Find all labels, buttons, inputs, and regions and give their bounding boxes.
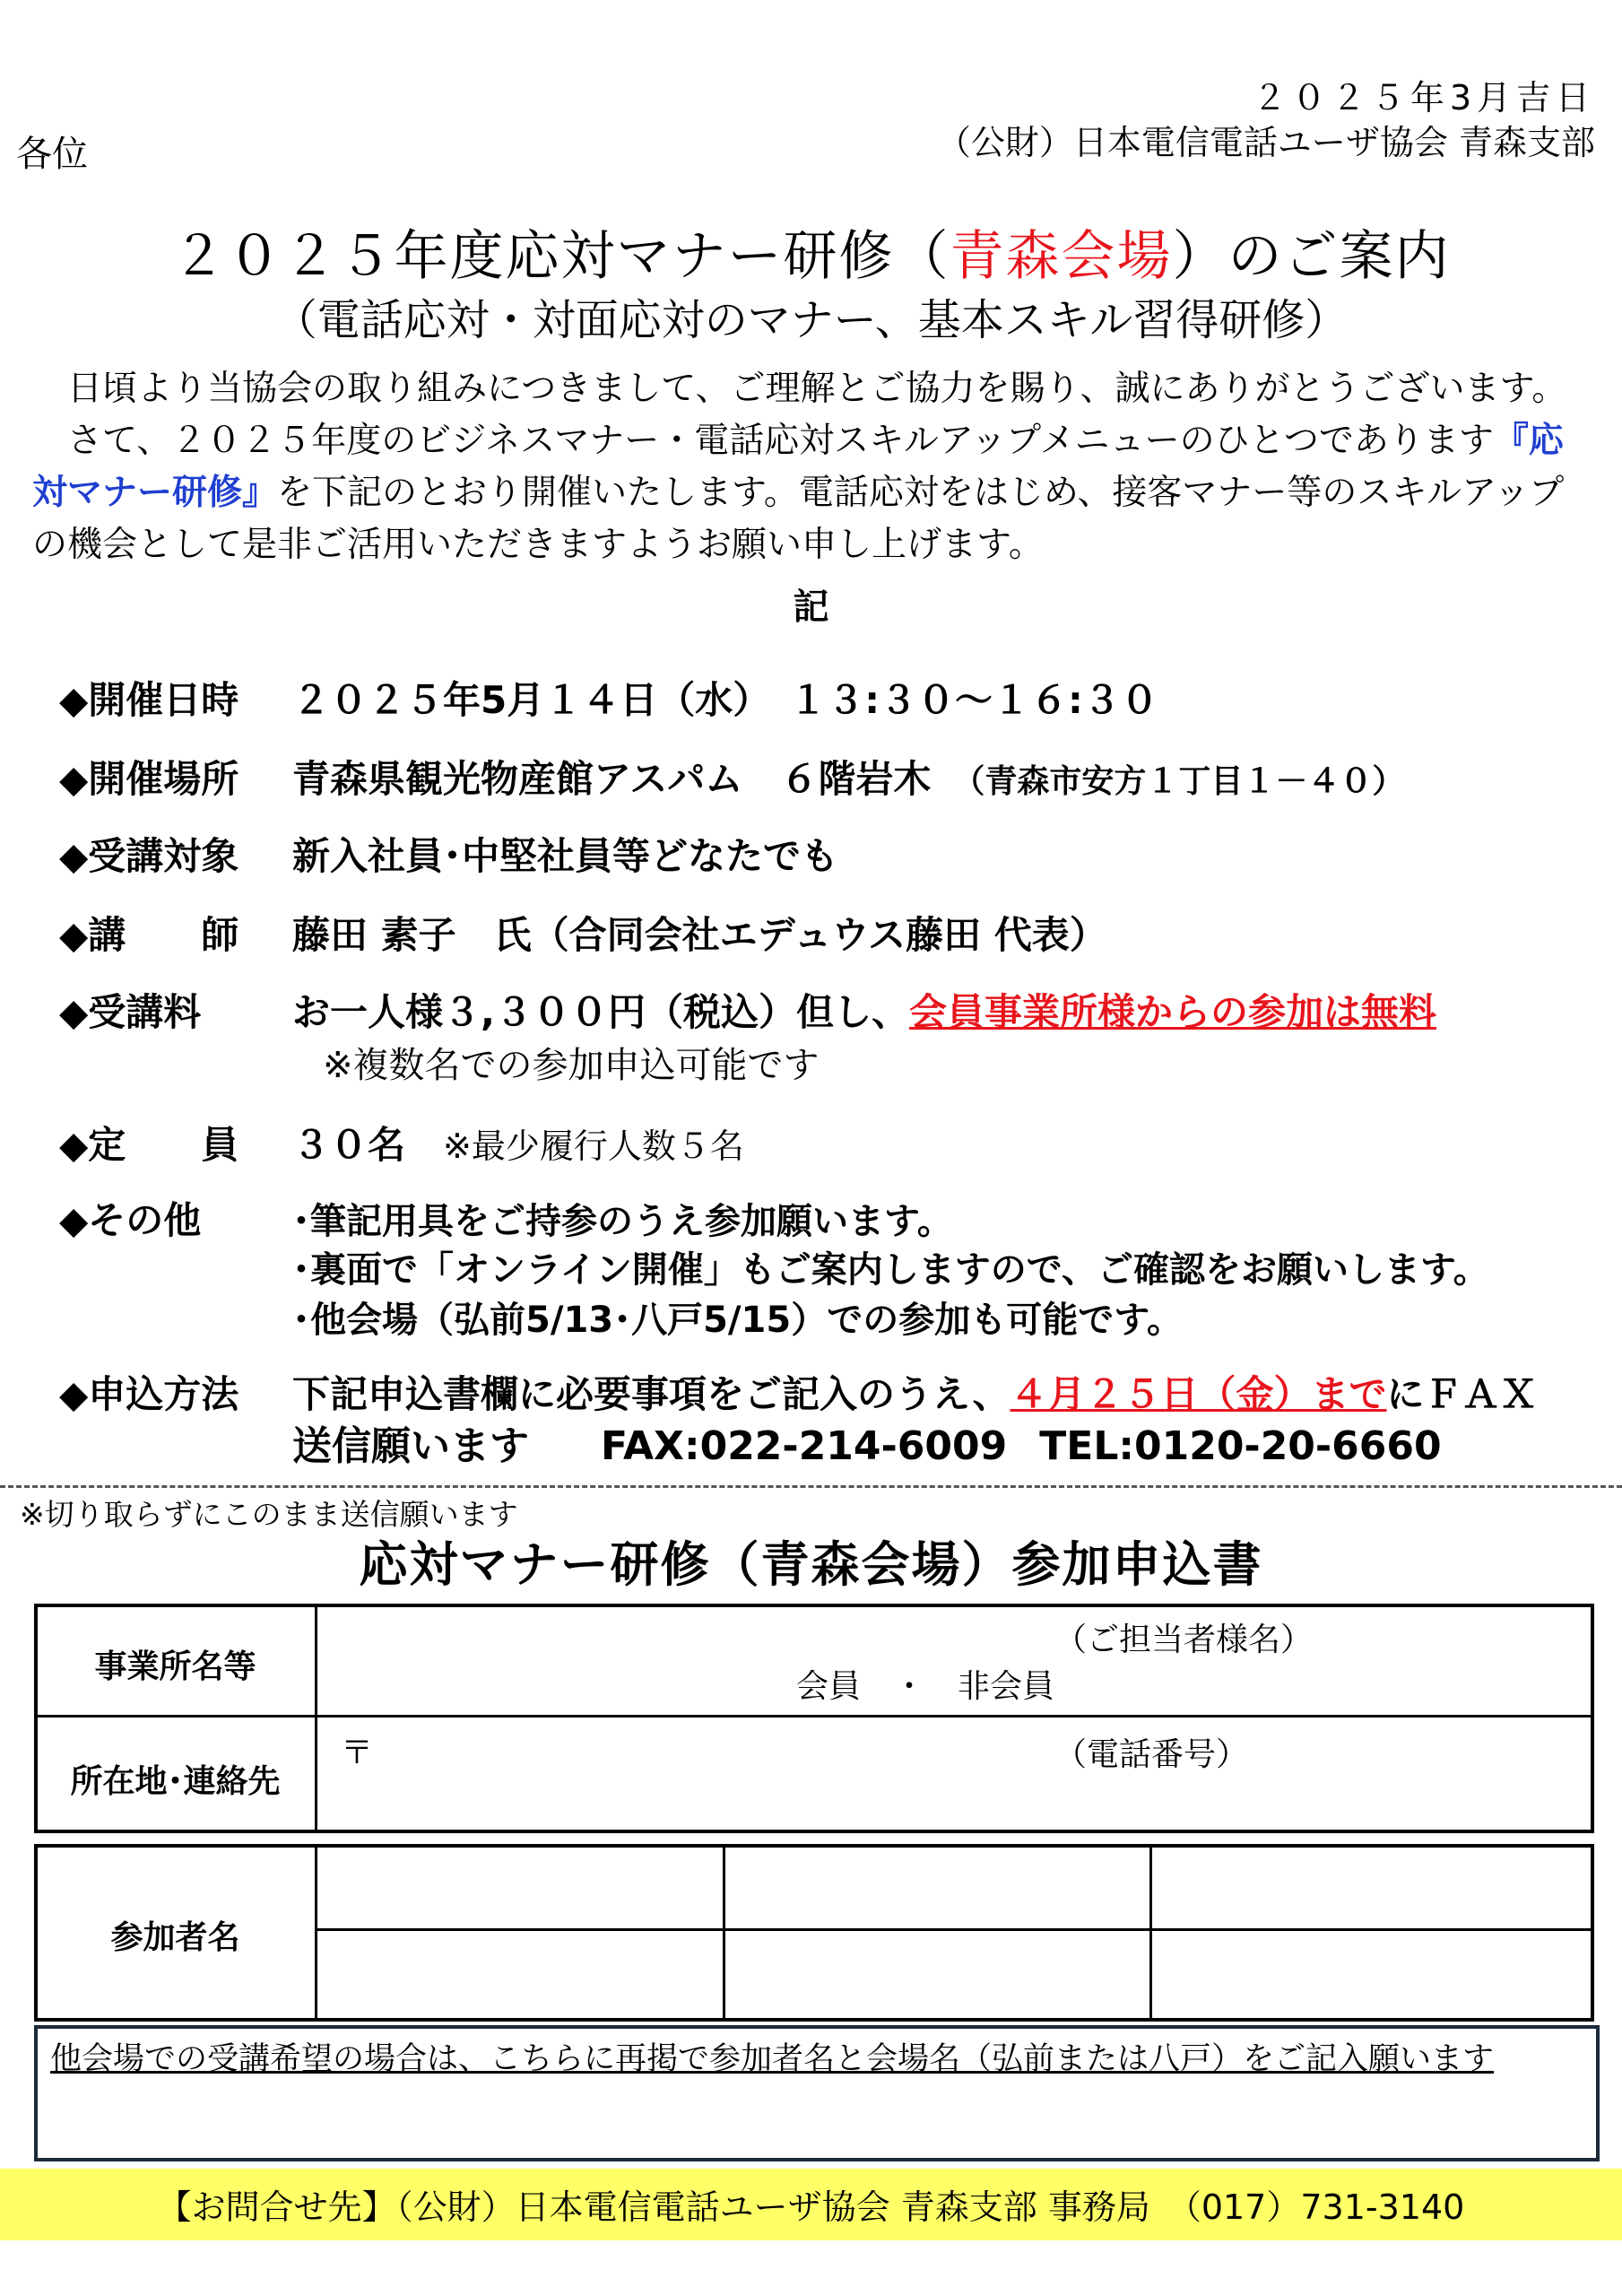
participant-input-3[interactable] [1154, 1849, 1590, 1926]
office-name-label: 事業所名等 [94, 1648, 256, 1685]
detail-date-label: ◆開催日時 [59, 678, 239, 722]
detail-apply-deadline: ４月２５日（金）まで [1010, 1372, 1387, 1416]
detail-capacity-note: ※最少履行人数５名 [443, 1126, 744, 1166]
detail-apply-line2 [292, 1413, 1442, 1471]
page-subtitle: （電話応対・対面応対のマナー、基本スキル習得研修） [273, 295, 1349, 345]
cut-note: ※切り取らずにこのまま送信願います [20, 1497, 518, 1532]
footer-contact: 【お問合せ先】（公財）日本電信電話ユーザ協会 青森支部 事務局 （017）731-3140 [157, 2187, 1465, 2227]
detail-fee-free-highlight: 会員事業所様からの参加は無料 [908, 990, 1436, 1034]
detail-capacity [59, 1116, 744, 1170]
addressee: 各位 [16, 134, 88, 175]
participants-label: 参加者名 [110, 1919, 240, 1956]
ki-heading: 記 [793, 587, 829, 628]
detail-target-label: ◆受講対象 [59, 834, 239, 878]
detail-other-item-1: ･筆記用具をご持参のうえ参加願います。 [292, 1201, 953, 1242]
participant-input-5[interactable] [727, 1933, 1147, 2017]
title-pre: ２０２５年度応対マナー研修（ [171, 225, 950, 288]
detail-fee [59, 983, 1436, 1037]
detail-other-label-text: ◆その他 [59, 1198, 202, 1242]
participant-input-4[interactable] [319, 1933, 719, 2017]
participant-input-2[interactable] [727, 1849, 1147, 1926]
participant-input-1[interactable] [319, 1849, 719, 1926]
intro-line-2 [32, 415, 1597, 571]
detail-apply-label: ◆申込方法 [59, 1372, 239, 1416]
detail-fee-note: ※複数名での参加申込可能です [323, 1045, 820, 1086]
participants-col-divider-2 [1149, 1846, 1152, 2020]
intro-course-name: 『応対マナー研修』 [32, 421, 1564, 513]
detail-venue-address: （青森市安方１丁目１－４０） [968, 763, 1405, 800]
detail-other-label [59, 1191, 292, 1245]
detail-fee-value: お一人様３,３００円（税込）但し、 [292, 990, 909, 1034]
detail-date-value: ２０２５年5月１４日（水） １３:３０～１６:３０ [292, 678, 1158, 722]
detail-venue-label: ◆開催場所 [59, 757, 239, 801]
detail-lecturer [59, 906, 1107, 960]
issue-date: ２０２５年3月吉日 [1252, 78, 1595, 117]
detail-other-item-3: ･他会場（弘前5/13･八戸5/15）での参加も可能です。 [292, 1300, 1184, 1341]
fax-number: FAX:022-214-6009 [601, 1423, 1008, 1469]
detail-target-value: 新入社員･中堅社員等どなたでも [292, 834, 839, 878]
detail-apply-pre: 下記申込書欄に必要事項をご記入のうえ、 [292, 1372, 1010, 1416]
detail-venue-value: 青森県観光物産館アスパム ６階岩木 [292, 757, 932, 801]
page-title [0, 213, 1622, 291]
participants-col-divider-1 [723, 1846, 725, 2020]
intro-line-1 [32, 363, 1597, 415]
phone-label: （電話番号） [1054, 1736, 1249, 1773]
detail-venue [59, 750, 1404, 804]
address-contact-label: 所在地･連絡先 [70, 1763, 281, 1800]
detail-lecturer-label: ◆講 師 [59, 913, 239, 957]
membership-choice[interactable]: 会員 ・ 非会員 [796, 1668, 1055, 1705]
detail-apply-post: にＦＡＸ [1386, 1372, 1538, 1416]
office-table-divider [315, 1605, 317, 1831]
title-venue-highlight: 青森会場 [950, 225, 1173, 288]
detail-apply [59, 1365, 1538, 1419]
contact-person-label: （ご担当者様名） [1054, 1622, 1314, 1658]
form-title: 応対マナー研修（青森会場）参加申込書 [359, 1536, 1263, 1593]
cut-line [0, 1485, 1622, 1488]
intro-line-2-pre: さて、２０２５年度のビジネスマナー・電話応対スキルアップメニューのひとつであります [67, 421, 1494, 461]
intro-line-1-text: 日頃より当協会の取り組みにつきまして、ご理解とご協力を賜り、誠にありがとうございます。 [67, 369, 1567, 409]
other-venue-note: 他会場での受講希望の場合は、こちらに再掲で参加者名と会場名（弘前または八戸）をご記入願います [50, 2041, 1495, 2077]
issuer-organization: （公財）日本電信電話ユーザ協会 青森支部 [936, 123, 1595, 162]
participant-input-6[interactable] [1154, 1933, 1590, 2017]
detail-capacity-label: ◆定 員 [59, 1123, 239, 1167]
detail-capacity-value: ３０名 [292, 1123, 406, 1167]
detail-fee-label: ◆受講料 [59, 990, 202, 1034]
intro-paragraph [32, 363, 1597, 571]
detail-other-item-2: ･裏面で「オンライン開催」もご案内しますので、ご確認をお願いします。 [292, 1249, 1489, 1291]
office-table-row-divider [36, 1715, 1592, 1718]
detail-target [59, 827, 838, 881]
title-post: ）のご案内 [1172, 225, 1451, 288]
detail-date [59, 671, 1158, 725]
postal-mark: 〒 [341, 1735, 374, 1771]
participants-label-divider [315, 1846, 317, 2020]
tel-number: TEL:0120-20-6660 [1039, 1423, 1442, 1469]
detail-lecturer-value: 藤田 素子 氏（合同会社エデュウス藤田 代表） [292, 913, 1107, 957]
detail-apply-send: 送信願います [292, 1423, 529, 1469]
intro-line-2-post: を下記のとおり開催いたします。電話応対をはじめ、接客マナー等のスキルアップの機会として是非ご活用いただきますようお願い申し上げます。 [32, 473, 1565, 565]
participants-row-divider [317, 1928, 1592, 1931]
